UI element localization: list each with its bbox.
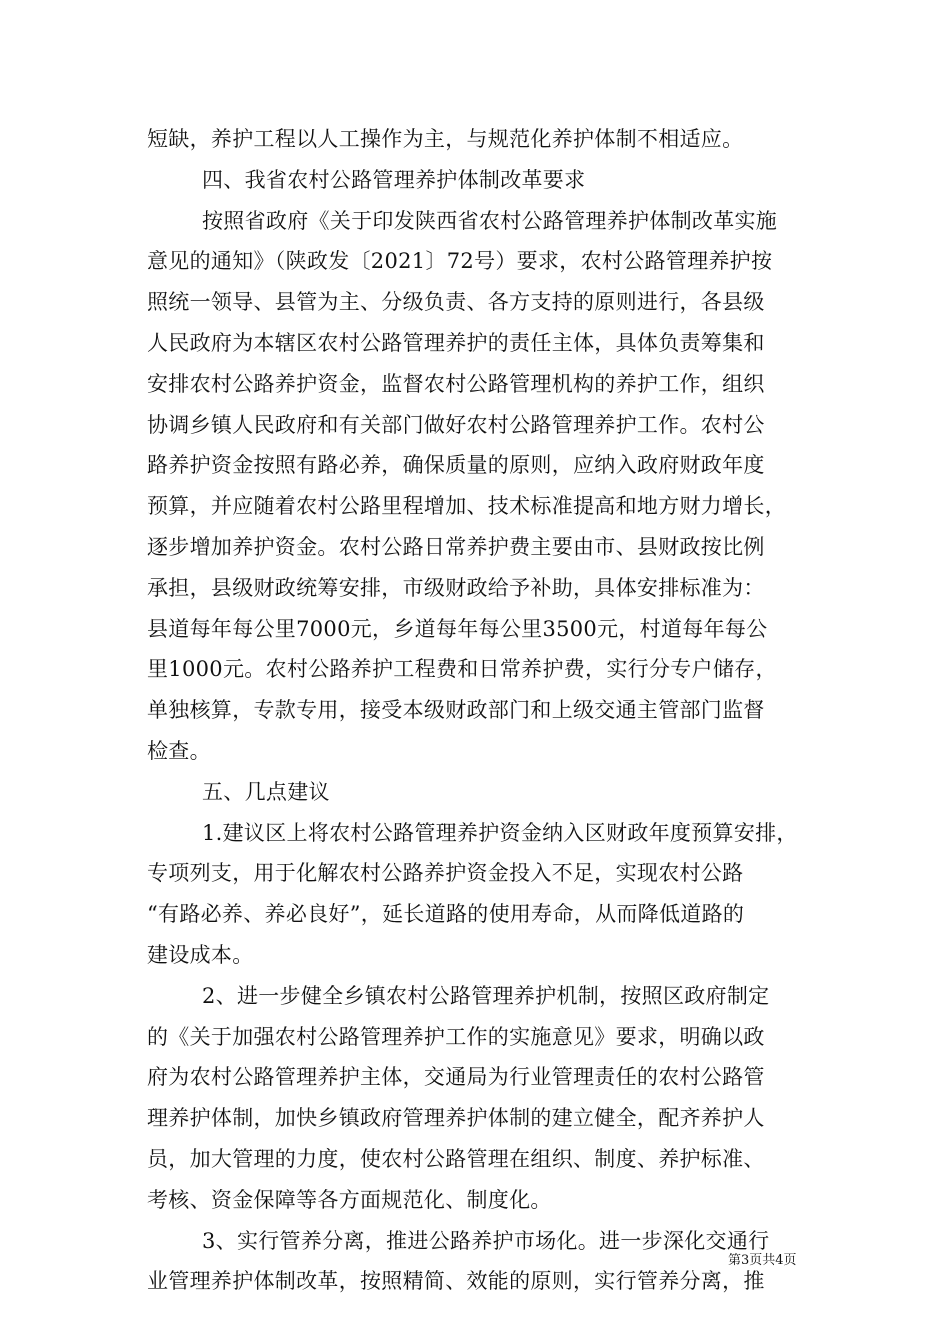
text-line: 逐步增加养护资金。农村公路日常养护费主要由市、县财政按比例 (147, 534, 765, 559)
text-line: 理养护体制，加快乡镇政府管理养护体制的建立健全，配齐养护人 (147, 1106, 765, 1131)
text-line: 3、实行管养分离，推进公路养护市场化。进一步深化交通行 (202, 1228, 770, 1253)
text-line: 承担，县级财政统筹安排，市级财政给予补助，具体安排标准为： (147, 575, 765, 600)
text-line: 路养护资金按照有路必养，确保质量的原则，应纳入政府财政年度 (147, 453, 765, 478)
text-line: 1.建议区上将农村公路管理养护资金纳入区财政年度预算安排， (202, 820, 798, 845)
text-line: 县道每年每公里7000元，乡道每年每公里3500元，村道每年每公 (147, 616, 768, 641)
text-line: 人民政府为本辖区农村公路管理养护的责任主体，具体负责筹集和 (147, 330, 765, 355)
text-line: 短缺，养护工程以人工操作为主，与规范化养护体制不相适应。 (147, 127, 744, 151)
text-line: 检查。 (147, 738, 211, 763)
text-line: 里1000元。农村公路养护工程费和日常养护费，实行分专户储存， (147, 657, 777, 682)
text-line: 的《关于加强农村公路管理养护工作的实施意见》要求，明确以政 (147, 1024, 765, 1049)
text-line: 按照省政府《关于印发陕西省农村公路管理养护体制改革实施 (202, 208, 778, 233)
text-line: 协调乡镇人民政府和有关部门做好农村公路管理养护工作。农村公 (147, 412, 765, 437)
text-line: 府为农村公路管理养护主体，交通局为行业管理责任的农村公路管 (147, 1065, 765, 1090)
text-line: 考核、资金保障等各方面规范化、制度化。 (147, 1187, 552, 1212)
text-line: 四、我省农村公路管理养护体制改革要求 (202, 167, 586, 192)
text-line: 专项列支，用于化解农村公路养护资金投入不足，实现农村公路 (147, 861, 744, 886)
page-number: 第3页共4页 (728, 1253, 797, 1268)
text-line: 五、几点建议 (202, 779, 330, 804)
text-line: 单独核算，专款专用，接受本级财政部门和上级交通主管部门监督 (147, 698, 765, 723)
text-line: 2、进一步健全乡镇农村公路管理养护机制，按照区政府制定 (202, 983, 770, 1008)
text-line: 建设成本。 (147, 942, 254, 967)
text-line: 安排农村公路养护资金，监督农村公路管理机构的养护工作，组织 (147, 371, 765, 396)
document-body (147, 119, 807, 1302)
text-line: 意见的通知》（陕政发〔2021〕72号）要求，农村公路管理养护按 (147, 249, 773, 274)
text-line: “有路必养、养必良好”，延长道路的使用寿命，从而降低道路的 (147, 902, 745, 927)
text-line: 预算，并应随着农村公路里程增加、技术标准提高和地方财力增长， (147, 494, 786, 519)
text-line: 照统一领导、县管为主、分级负责、各方支持的原则进行，各县级 (147, 290, 765, 315)
text-line: 业管理养护体制改革，按照精简、效能的原则，实行管养分离，推 (147, 1269, 765, 1294)
text-line: 员，加大管理的力度，使农村公路管理在组织、制度、养护标准、 (147, 1146, 765, 1171)
